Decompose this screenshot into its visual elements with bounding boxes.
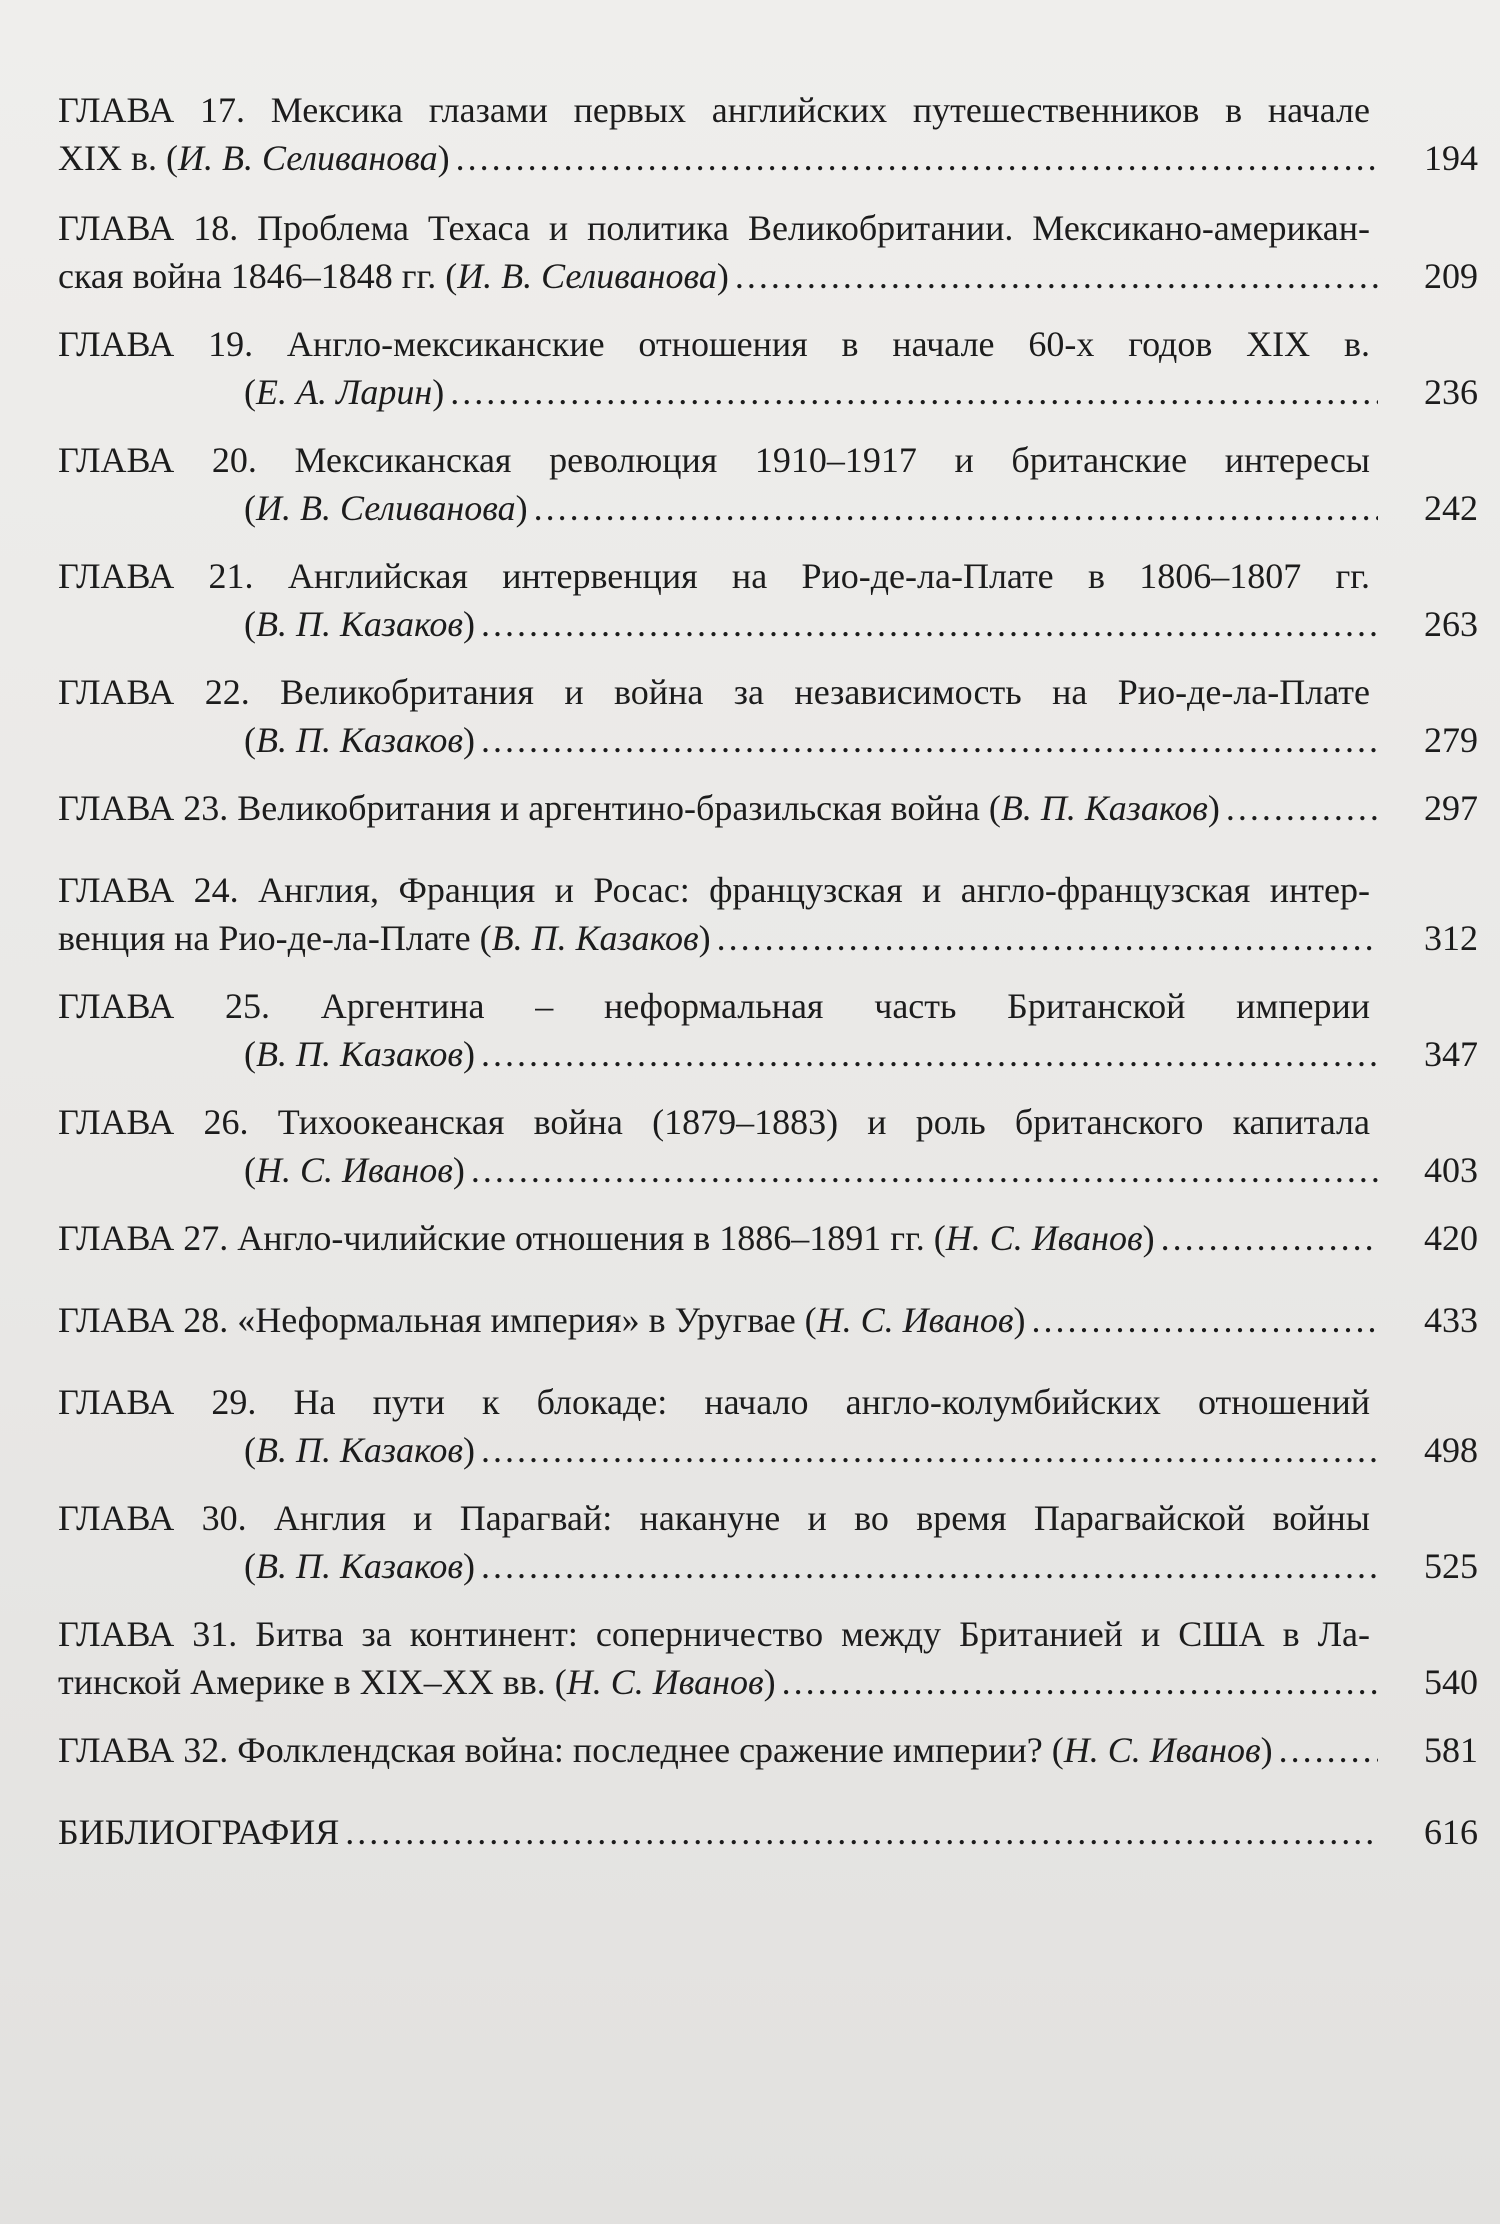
toc-entry-page-number: 616 — [1424, 1812, 1478, 1852]
toc-entry — [58, 1296, 1478, 1344]
toc-entry-title-line: ГЛАВА 22. Великобритания и война за независимость на Рио-де-ла-Плате — [58, 672, 1370, 712]
toc-entry-author: Н. С. Иванов — [256, 1150, 453, 1190]
toc-entry-author: Е. А. Ларин — [256, 372, 433, 412]
toc-entry-last-line — [58, 1808, 1378, 1856]
toc-entry-page-number: 433 — [1424, 1300, 1478, 1340]
toc-entry — [58, 784, 1478, 832]
toc-entry-title-line: ГЛАВА 19. Англо-мексиканские отношения в начале 60-х годов XIX в. — [58, 324, 1370, 364]
toc-entry-paren: ) — [1207, 788, 1220, 828]
dot-leader — [782, 1658, 1378, 1706]
toc-entry — [58, 1726, 1478, 1774]
toc-entry-author: И. В. Селиванова — [457, 256, 717, 296]
dot-leader — [534, 484, 1378, 532]
toc-entry-page-number: 194 — [1424, 138, 1478, 178]
toc-entry-author: Н. С. Иванов — [945, 1218, 1143, 1258]
toc-entry-title-line: ГЛАВА 30. Англия и Парагвай: накануне и во время Парагвайской войны — [58, 1498, 1370, 1538]
toc-entry-text: ( — [244, 1546, 256, 1586]
toc-entry-page-number: 420 — [1424, 1218, 1478, 1258]
dot-leader — [450, 368, 1378, 416]
toc-entry-title-line: ГЛАВА 20. Мексиканская революция 1910–1917 и британские интересы — [58, 440, 1370, 480]
toc-entry-paren: ) — [698, 918, 711, 958]
toc-entry-text: ская война 1846–1848 гг. ( — [58, 256, 458, 296]
toc-entry-author: И. В. Селиванова — [256, 488, 516, 528]
toc-entry-text: ( — [244, 1430, 256, 1470]
toc-entry-last-line — [58, 1030, 1378, 1078]
toc-entry-text: ( — [244, 720, 256, 760]
toc-entry-page-number: 581 — [1424, 1730, 1478, 1770]
toc-entry — [58, 1098, 1478, 1194]
toc-entry-paren: ) — [1142, 1218, 1155, 1258]
toc-entry-paren: ) — [515, 488, 528, 528]
toc-entry-last-line — [58, 484, 1378, 532]
toc-entry-last-line — [58, 1296, 1378, 1344]
toc-entry-author: Н. С. Иванов — [566, 1662, 764, 1702]
toc-entry-title-line: ГЛАВА 29. На пути к блокаде: начало англо-колумбийских отношений — [58, 1382, 1370, 1422]
toc-entry-title-line: ГЛАВА 21. Английская интервенция на Рио-де-ла-Плате в 1806–1807 гг. — [58, 556, 1370, 596]
toc-entry-page-number: 236 — [1424, 372, 1478, 412]
toc-entry-last-line — [58, 1426, 1378, 1474]
toc-entry-paren: ) — [716, 256, 729, 296]
toc-entry-author: Н. С. Иванов — [1063, 1730, 1261, 1770]
toc-entry — [58, 1610, 1478, 1706]
toc-entry-last-line — [58, 784, 1378, 832]
toc-entry-paren: ) — [463, 1034, 476, 1074]
dot-leader — [456, 134, 1378, 182]
toc-entry-text: тинской Америке в XIX–XX вв. ( — [58, 1662, 567, 1702]
toc-entry — [58, 1378, 1478, 1474]
toc-entry-title-line: ГЛАВА 26. Тихоокеанская война (1879–1883) и роль британского капитала — [58, 1102, 1370, 1142]
toc-entry-author: В. П. Казаков — [1000, 788, 1208, 828]
toc-entry-paren: ) — [763, 1662, 776, 1702]
toc-entry-author: В. П. Казаков — [256, 604, 464, 644]
toc-entry-last-line — [58, 1146, 1378, 1194]
toc-entry-page-number: 525 — [1424, 1546, 1478, 1586]
toc-entry — [58, 436, 1478, 532]
toc-entry — [58, 668, 1478, 764]
toc-entry-text: ГЛАВА 28. «Неформальная империя» в Уругвае ( — [58, 1300, 817, 1340]
toc-entry-text: ( — [244, 1034, 256, 1074]
toc-entry-last-line — [58, 716, 1378, 764]
toc-entry-text: ( — [244, 488, 256, 528]
toc-entry — [58, 1214, 1478, 1262]
toc-entry-paren: ) — [432, 372, 445, 412]
toc-entry-paren: ) — [463, 720, 476, 760]
dot-leader — [717, 914, 1378, 962]
dot-leader — [481, 716, 1378, 764]
toc-entry — [58, 866, 1478, 962]
toc-entry — [58, 204, 1478, 300]
dot-leader — [481, 1426, 1378, 1474]
dot-leader — [471, 1146, 1378, 1194]
toc-entry-page-number: 279 — [1424, 720, 1478, 760]
toc-entry-page-number: 498 — [1424, 1430, 1478, 1470]
toc-entry-last-line — [58, 1658, 1378, 1706]
toc-entry-author: В. П. Казаков — [256, 1546, 464, 1586]
toc-entry-page-number: 403 — [1424, 1150, 1478, 1190]
toc-entry-paren: ) — [463, 604, 476, 644]
toc-entry-page-number: 242 — [1424, 488, 1478, 528]
toc-entry-last-line — [58, 252, 1378, 300]
dot-leader — [481, 1030, 1378, 1078]
toc-entry-text: ГЛАВА 32. Фолклендская война: последнее сражение империи? ( — [58, 1730, 1064, 1770]
dot-leader — [345, 1808, 1378, 1856]
toc-entry-text: ГЛАВА 27. Англо-чилийские отношения в 1886–1891 гг. ( — [58, 1218, 946, 1258]
toc-entry-page-number: 347 — [1424, 1034, 1478, 1074]
toc-entry — [58, 1494, 1478, 1590]
toc-entry-last-line — [58, 914, 1378, 962]
toc-entry-last-line — [58, 1726, 1378, 1774]
toc-entry-page-number: 297 — [1424, 788, 1478, 828]
toc-entry-title-line: ГЛАВА 25. Аргентина – неформальная часть Британской империи — [58, 986, 1370, 1026]
toc-entry-author: И. В. Селиванова — [177, 138, 438, 178]
dot-leader — [481, 1542, 1378, 1590]
toc-entry-paren: ) — [1013, 1300, 1026, 1340]
toc-entry — [58, 86, 1478, 182]
toc-entry-last-line — [58, 600, 1378, 648]
toc-entry-text: XIX в. ( — [58, 138, 178, 178]
toc-entry-text: ( — [244, 372, 256, 412]
toc-entry-text: ( — [244, 604, 256, 644]
toc-entry-page-number: 209 — [1424, 256, 1478, 296]
toc-entry-last-line — [58, 134, 1378, 182]
toc-entry-paren: ) — [1260, 1730, 1273, 1770]
toc-entry-paren: ) — [463, 1430, 476, 1470]
toc-entry-author: В. П. Казаков — [256, 720, 464, 760]
toc-entry — [58, 552, 1478, 648]
toc-entry-page-number: 540 — [1424, 1662, 1478, 1702]
toc-entry-author: В. П. Казаков — [491, 918, 699, 958]
toc-entry-text: БИБЛИОГРАФИЯ — [58, 1812, 340, 1852]
toc-entry-page-number: 312 — [1424, 918, 1478, 958]
toc-entry-text: венция на Рио-де-ла-Плате ( — [58, 918, 492, 958]
toc-entry — [58, 1808, 1478, 1856]
toc-entry-title-line: ГЛАВА 18. Проблема Техаса и политика Великобритании. Мексикано-американ- — [58, 208, 1370, 248]
dot-leader — [1032, 1296, 1378, 1344]
dot-leader — [1279, 1726, 1378, 1774]
dot-leader — [1226, 784, 1378, 832]
toc-entry-last-line — [58, 1214, 1378, 1262]
toc-entry-author: Н. С. Иванов — [816, 1300, 1014, 1340]
toc-entry — [58, 320, 1478, 416]
toc-entry-title-line: ГЛАВА 17. Мексика глазами первых английских путешественников в начале — [58, 90, 1370, 130]
toc-entry-title-line: ГЛАВА 24. Англия, Франция и Росас: французская и англо-французская интер- — [58, 870, 1370, 910]
toc-entry-author: В. П. Казаков — [256, 1430, 464, 1470]
dot-leader — [1161, 1214, 1378, 1262]
toc-entry-title-line: ГЛАВА 31. Битва за континент: соперничество между Британией и США в Ла- — [58, 1614, 1370, 1654]
toc-entry-page-number: 263 — [1424, 604, 1478, 644]
toc-entry-paren: ) — [463, 1546, 476, 1586]
toc-entry-paren: ) — [437, 138, 450, 178]
toc-entry-paren: ) — [452, 1150, 465, 1190]
toc-entry-last-line — [58, 1542, 1378, 1590]
dot-leader — [735, 252, 1378, 300]
toc-entry-author: В. П. Казаков — [256, 1034, 464, 1074]
toc-entry-last-line — [58, 368, 1378, 416]
toc-entry-text: ГЛАВА 23. Великобритания и аргентино-бразильская война ( — [58, 788, 1001, 828]
toc-entry — [58, 982, 1478, 1078]
dot-leader — [481, 600, 1378, 648]
toc-entry-text: ( — [244, 1150, 256, 1190]
